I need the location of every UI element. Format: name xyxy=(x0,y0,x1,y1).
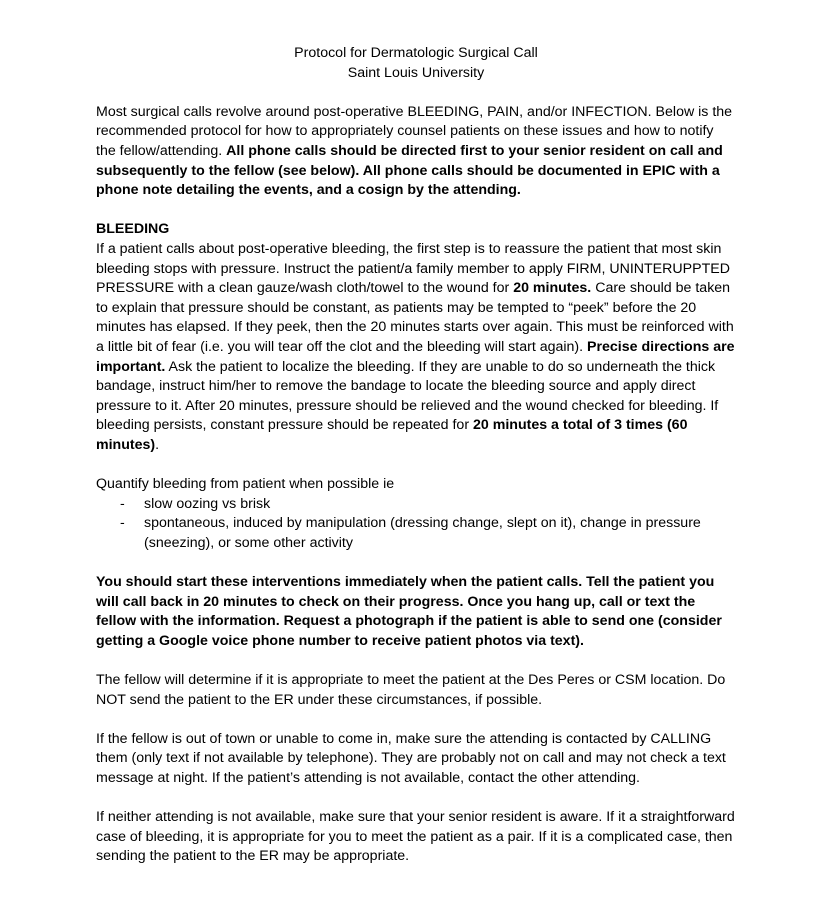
fellow-paragraph: The fellow will determine if it is appropriate to meet the patient at the Des Peres or CSM location. Do NOT send the patient to the ER under these circumstances, if possible. xyxy=(96,672,726,708)
intro-bold-text: All phone calls should be directed first to your senior resident on call and subsequently to the fellow (see below). All phone calls should be documented in EPIC with a phone note detailing the events, and a cosign by the attending. xyxy=(96,142,723,199)
spacer xyxy=(96,83,736,103)
out-of-town-paragraph: If the fellow is out of town or unable to come in, make sure the attending is contacted by CALLING them (only text if not available by telephone). They are probably not on call and may not check a text message at night. If the patient’s attending is not available, contact the other attending. xyxy=(96,730,726,786)
document-subtitle: Saint Louis University xyxy=(347,64,485,81)
bleeding-bold-d: Precise directions are important. xyxy=(96,338,735,375)
bleeding-heading-text: BLEEDING xyxy=(96,221,170,238)
list-item xyxy=(96,495,736,515)
list-item xyxy=(96,514,736,553)
document-page xyxy=(96,44,736,867)
list-item-text: slow oozing vs brisk xyxy=(144,495,271,512)
bleeding-text-g: . xyxy=(155,436,160,453)
spacer xyxy=(96,201,736,221)
interventions-paragraph xyxy=(96,573,736,651)
dash-marker: - xyxy=(120,515,125,532)
spacer xyxy=(96,710,736,730)
spacer xyxy=(96,455,736,475)
spacer xyxy=(96,651,736,671)
spacer xyxy=(96,553,736,573)
intro-text: Most surgical calls revolve around post-operative BLEEDING, PAIN, and/or INFECTION. Below is the recommended protocol for how to appropriately counsel patients on these issues and how to notify the fellow/attending. xyxy=(96,103,733,159)
spacer xyxy=(96,789,736,809)
list-item-text: spontaneous, induced by manipulation (dressing change, slept on it), change in pressure (sneezing), or some other activity xyxy=(144,515,701,551)
neither-attending-paragraph: If neither attending is not available, make sure that your senior resident is aware. If it a straightforward case of bleeding, it is appropriate for you to meet the patient as a pair. If it is a complicated case, then sending the patient to the ER may be appropriate. xyxy=(96,809,735,865)
quantify-list xyxy=(96,495,736,554)
interventions-bold-text: You should start these interventions immediately when the patient calls. Tell the patient you will call back in 20 minutes to check on their progress. Once you hang up, call or text the fellow with the information. Request a photograph if the patient is able to send one (consider getting a Google voice phone number to receive patient photos via text). xyxy=(96,574,722,649)
bleeding-bold-f: 20 minutes a total of 3 times (60 minutes) xyxy=(96,417,688,453)
dash-marker: - xyxy=(120,495,125,512)
bleeding-text-c: Care should be taken to explain that pressure should be constant, as patients may be tempted to “peek” before the 20 minutes has elapsed. If they peek, then the 20 minutes starts over again. This must be reinforced with a little bit of fear (i.e. you will tear off the clot and the bleeding will start again). xyxy=(96,280,734,355)
intro-paragraph xyxy=(96,103,736,201)
quantify-paragraph: Quantify bleeding from patient when possible ie xyxy=(96,476,395,493)
bleeding-bold-b: 20 minutes. xyxy=(513,280,592,297)
bleeding-text-e: Ask the patient to localize the bleeding. If they are unable to do so underneath the thick bandage, instruct him/her to remove the bandage to locate the bleeding source and apply direct pressure to it. After 20 minutes, pressure should be relieved and the wound checked for bleeding. If bleeding persists, constant pressure should be repeated for xyxy=(96,358,719,434)
bleeding-text-a: If a patient calls about post-operative bleeding, the first step is to reassure the patient that most skin bleeding stops with pressure. Instruct the patient/a family member to apply FIRM, UNINTERUPPTED PRESSURE with a clean gauze/wash cloth/towel to the wound for xyxy=(96,240,730,297)
document-title: Protocol for Dermatologic Surgical Call xyxy=(294,45,538,61)
bleeding-heading xyxy=(96,220,736,240)
bleeding-paragraph xyxy=(96,240,736,456)
